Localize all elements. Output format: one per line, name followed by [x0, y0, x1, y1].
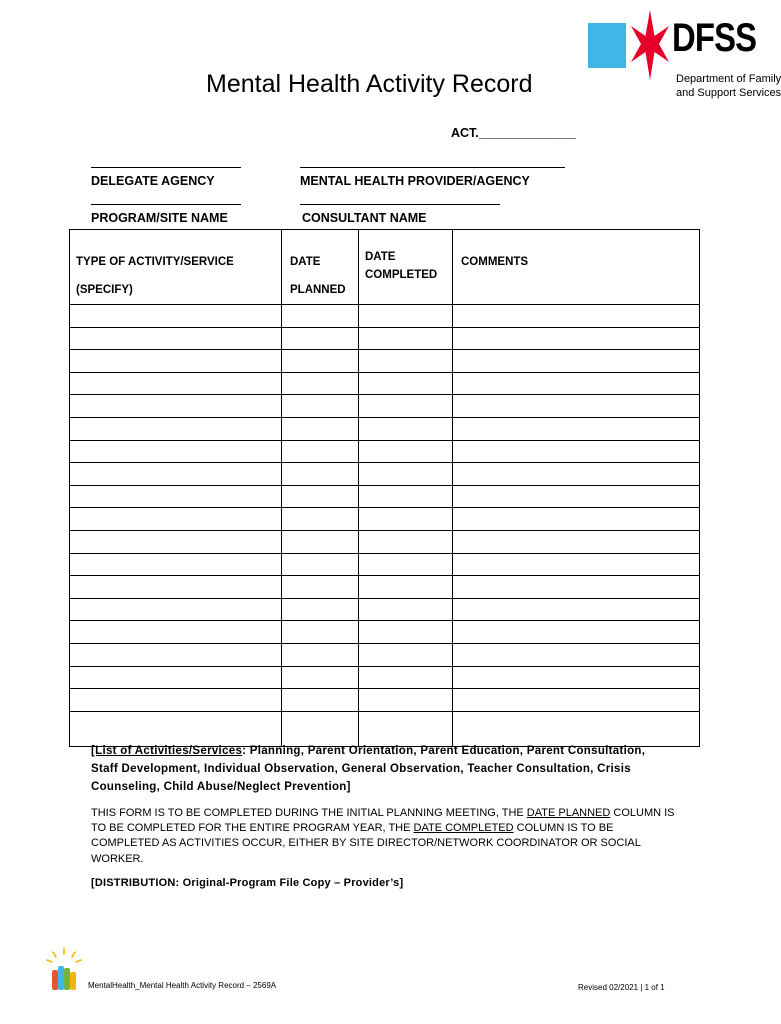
col-date-completed-header: DATE COMPLETED — [359, 230, 453, 305]
table-row[interactable] — [70, 553, 700, 576]
table-row[interactable] — [70, 463, 700, 486]
activity-table — [69, 229, 700, 747]
star-icon — [629, 8, 671, 84]
table-row[interactable] — [70, 485, 700, 508]
consultant-label: CONSULTANT NAME — [302, 211, 427, 225]
page-title: Mental Health Activity Record — [206, 70, 533, 98]
table-row[interactable] — [70, 666, 700, 689]
hands-logo-icon — [44, 946, 84, 992]
table-row[interactable] — [70, 327, 700, 350]
list-heading: [List of Activities/Services — [91, 745, 243, 757]
provider-agency-line[interactable] — [300, 167, 565, 168]
col-comments-header: COMMENTS — [453, 230, 700, 305]
instructions: THIS FORM IS TO BE COMPLETED DURING THE INITIAL PLANNING MEETING, THE DATE PLANNED COLUMN IS TO BE COMPLETED FOR THE ENTIRE PROGRAM YEAR, THE DATE COMPLETED COLUMN IS TO BE COMPLETED AS ACTIVITIES OCCUR, EITHER BY SITE DIRECTOR/NETWORK COORDINATOR OR SOCIAL WORKER. — [91, 807, 675, 865]
table-row[interactable] — [70, 711, 700, 746]
logo-subtitle: Department of Family and Support Services — [676, 73, 781, 99]
table-row[interactable] — [70, 305, 700, 328]
table-row[interactable] — [70, 508, 700, 531]
table-row[interactable] — [70, 440, 700, 463]
table-row[interactable] — [70, 372, 700, 395]
delegate-agency-label: DELEGATE AGENCY — [91, 174, 215, 188]
table-row[interactable] — [70, 621, 700, 644]
program-site-line[interactable] — [91, 204, 241, 205]
list-body: : Planning, Parent Orientation, Parent Education, Parent Consultation, Staff Development, Individual Observation, General Observation, Teacher Consultation, Crisis Counseling, Child Abuse/Neglect Prevention] — [91, 745, 646, 793]
table-row[interactable] — [70, 689, 700, 712]
table-row[interactable] — [70, 576, 700, 599]
consultant-line[interactable] — [300, 204, 500, 205]
act-field[interactable]: ACT.______________ — [451, 126, 577, 140]
date-planned-underline: DATE PLANNED — [526, 807, 611, 819]
table-row[interactable] — [70, 530, 700, 553]
footer-form-id: MentalHealth_Mental Health Activity Record – 2569A — [88, 981, 277, 990]
logo-square — [588, 23, 626, 68]
activities-list-note — [91, 742, 651, 796]
table-row[interactable] — [70, 350, 700, 373]
provider-agency-label: MENTAL HEALTH PROVIDER/AGENCY — [300, 174, 530, 188]
table-row[interactable] — [70, 598, 700, 621]
logo-wordmark: DFSS — [672, 16, 757, 60]
distribution-note: [DISTRIBUTION: Original-Program File Copy – Provider’s] — [91, 877, 404, 889]
table-header-row — [70, 230, 700, 305]
footer-revision: Revised 02/2021 | 1 of 1 — [578, 983, 665, 992]
table-row[interactable] — [70, 395, 700, 418]
date-completed-underline: DATE COMPLETED — [413, 822, 514, 835]
delegate-agency-line[interactable] — [91, 167, 241, 168]
program-site-label: PROGRAM/SITE NAME — [91, 211, 228, 225]
col-activity-header: TYPE OF ACTIVITY/SERVICE (SPECIFY) — [70, 230, 282, 305]
table-row[interactable] — [70, 417, 700, 440]
col-date-planned-header: DATE PLANNED — [282, 230, 359, 305]
table-row[interactable] — [70, 643, 700, 666]
